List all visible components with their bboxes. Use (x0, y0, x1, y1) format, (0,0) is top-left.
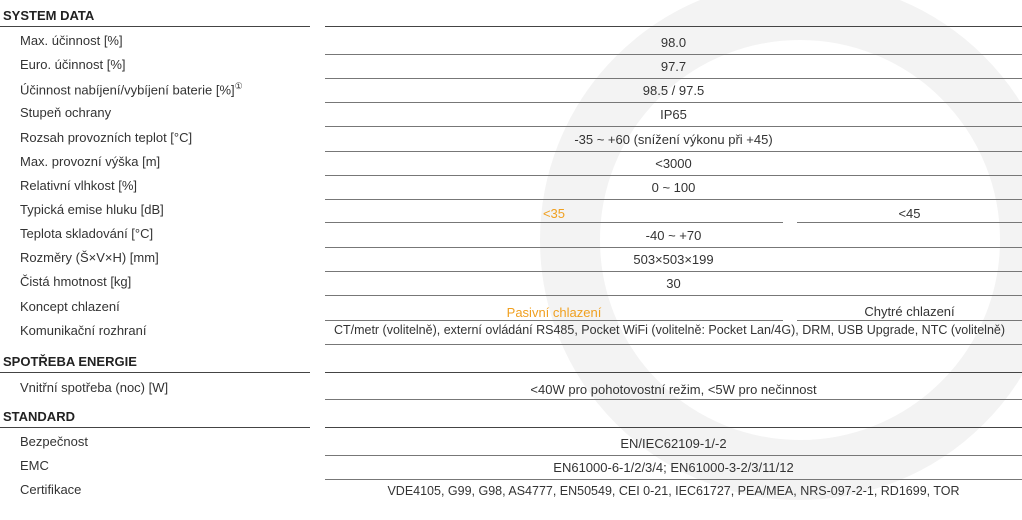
spec-label: Čistá hmotnost [kg] (20, 274, 132, 289)
spec-label-text: Účinnost nabíjení/vybíjení baterie [%] (20, 82, 235, 98)
spec-label: Vnitřní spotřeba (noc) [W] (20, 380, 169, 395)
spec-value: -40 ~ +70 (645, 228, 702, 243)
spec-row-weight (0, 271, 1022, 295)
spec-label: Typická emise hluku [dB] (20, 202, 164, 217)
spec-row-noise (0, 199, 1022, 223)
spec-label: Rozměry (Š×V×H) [mm] (20, 250, 159, 265)
spec-value-b: <45 (898, 206, 921, 221)
spec-value-a: <35 (542, 206, 566, 221)
spec-label: Max. účinnost [%] (20, 33, 123, 48)
spec-value: VDE4105, G99, G98, AS4777, EN50549, CEI 0-21, IEC61727, PEA/MEA, NRS-097-2-1, RD1699, TOR (387, 484, 960, 498)
spec-value: EN61000-6-1/2/3/4; EN61000-3-2/3/11/12 (553, 460, 794, 475)
spec-row-protection (0, 102, 1022, 126)
spec-row-storage-temp (0, 223, 1022, 247)
spec-value: 0 ~ 100 (651, 180, 696, 195)
spec-value: <40W pro pohotovostní režim, <5W pro nečinnost (530, 382, 817, 397)
spec-label: Bezpečnost (20, 434, 88, 449)
spec-row-altitude (0, 151, 1022, 175)
spec-value: CT/metr (volitelně), externí ovládání RS485, Pocket WiFi (volitelně: Pocket Lan/4G), DRM, USB Upgrade, NTC (volitelně) (333, 323, 1006, 337)
spec-row-operating-temp (0, 127, 1022, 151)
spec-label (20, 81, 243, 97)
spec-row-emc (0, 455, 1022, 479)
spec-row-max-efficiency (0, 30, 1022, 54)
spec-row-cooling (0, 296, 1022, 320)
spec-value: 30 (666, 276, 681, 291)
spec-label: Max. provozní výška [m] (20, 154, 161, 169)
section-title-power-consumption: SPOTŘEBA ENERGIE (3, 354, 137, 369)
spec-row-battery-efficiency (0, 78, 1022, 102)
divider (0, 427, 310, 428)
divider (325, 427, 1022, 428)
section-title-standard: STANDARD (3, 409, 75, 424)
spec-value-a: Pasivní chlazení (506, 305, 602, 320)
spec-value: 98.5 / 97.5 (642, 83, 705, 98)
divider (325, 372, 1022, 373)
divider (0, 26, 310, 27)
spec-row-safety (0, 431, 1022, 455)
spec-label: Teplota skladování [°C] (20, 226, 154, 241)
spec-value: <3000 (655, 156, 692, 171)
divider (325, 26, 1022, 27)
spec-label: Euro. účinnost [%] (20, 57, 126, 72)
spec-value: IP65 (660, 107, 687, 122)
spec-label: Certifikace (20, 482, 82, 497)
spec-row-euro-efficiency (0, 54, 1022, 78)
spec-value-b: Chytré chlazení (864, 304, 955, 319)
spec-value: 503×503×199 (633, 252, 714, 267)
spec-label: Koncept chlazení (20, 299, 120, 314)
spec-value: 98.0 (660, 35, 687, 50)
spec-label: EMC (20, 458, 49, 473)
divider (325, 399, 1022, 400)
section-title-system-data: SYSTEM DATA (3, 8, 95, 23)
spec-label: Relativní vlhkost [%] (20, 178, 138, 193)
spec-row-dimensions (0, 247, 1022, 271)
divider (325, 344, 1022, 345)
spec-label: Stupeň ochrany (20, 105, 112, 120)
footnote-marker: ① (234, 81, 243, 91)
spec-value: EN/IEC62109-1/-2 (620, 436, 727, 451)
spec-value: -35 ~ +60 (snížení výkonu při +45) (574, 132, 773, 147)
spec-label: Komunikační rozhraní (20, 323, 147, 338)
spec-row-humidity (0, 175, 1022, 199)
spec-value: 97.7 (660, 59, 687, 74)
spec-label: Rozsah provozních teplot [°C] (20, 130, 193, 145)
spec-row-communication (0, 320, 1022, 344)
spec-row-certification (0, 479, 1022, 503)
spec-row-night-consumption (0, 377, 1022, 401)
divider (0, 372, 310, 373)
